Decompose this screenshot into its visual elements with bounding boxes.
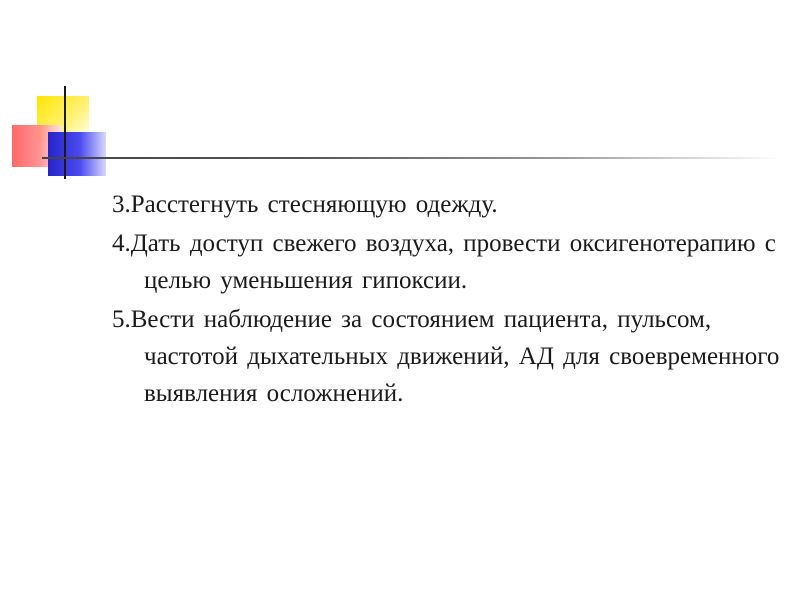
vertical-rule xyxy=(64,86,66,179)
list-item: 4.Дать доступ свежего воздуха, провести оксигенотерапию с целью уменьшения гипоксии. xyxy=(112,230,776,294)
slide-body-list xyxy=(112,186,782,414)
blue-square-decoration xyxy=(48,132,106,176)
horizontal-rule xyxy=(42,157,782,159)
list-item: 3.Расстегнуть стесняющую одежду. xyxy=(112,191,498,218)
list-item: 5.Вести наблюдение за состоянием пациента, пульсом, частотой дыхательных движений, АД для своевременного выявления осложнений. xyxy=(112,306,780,407)
decorative-logo xyxy=(0,0,800,200)
